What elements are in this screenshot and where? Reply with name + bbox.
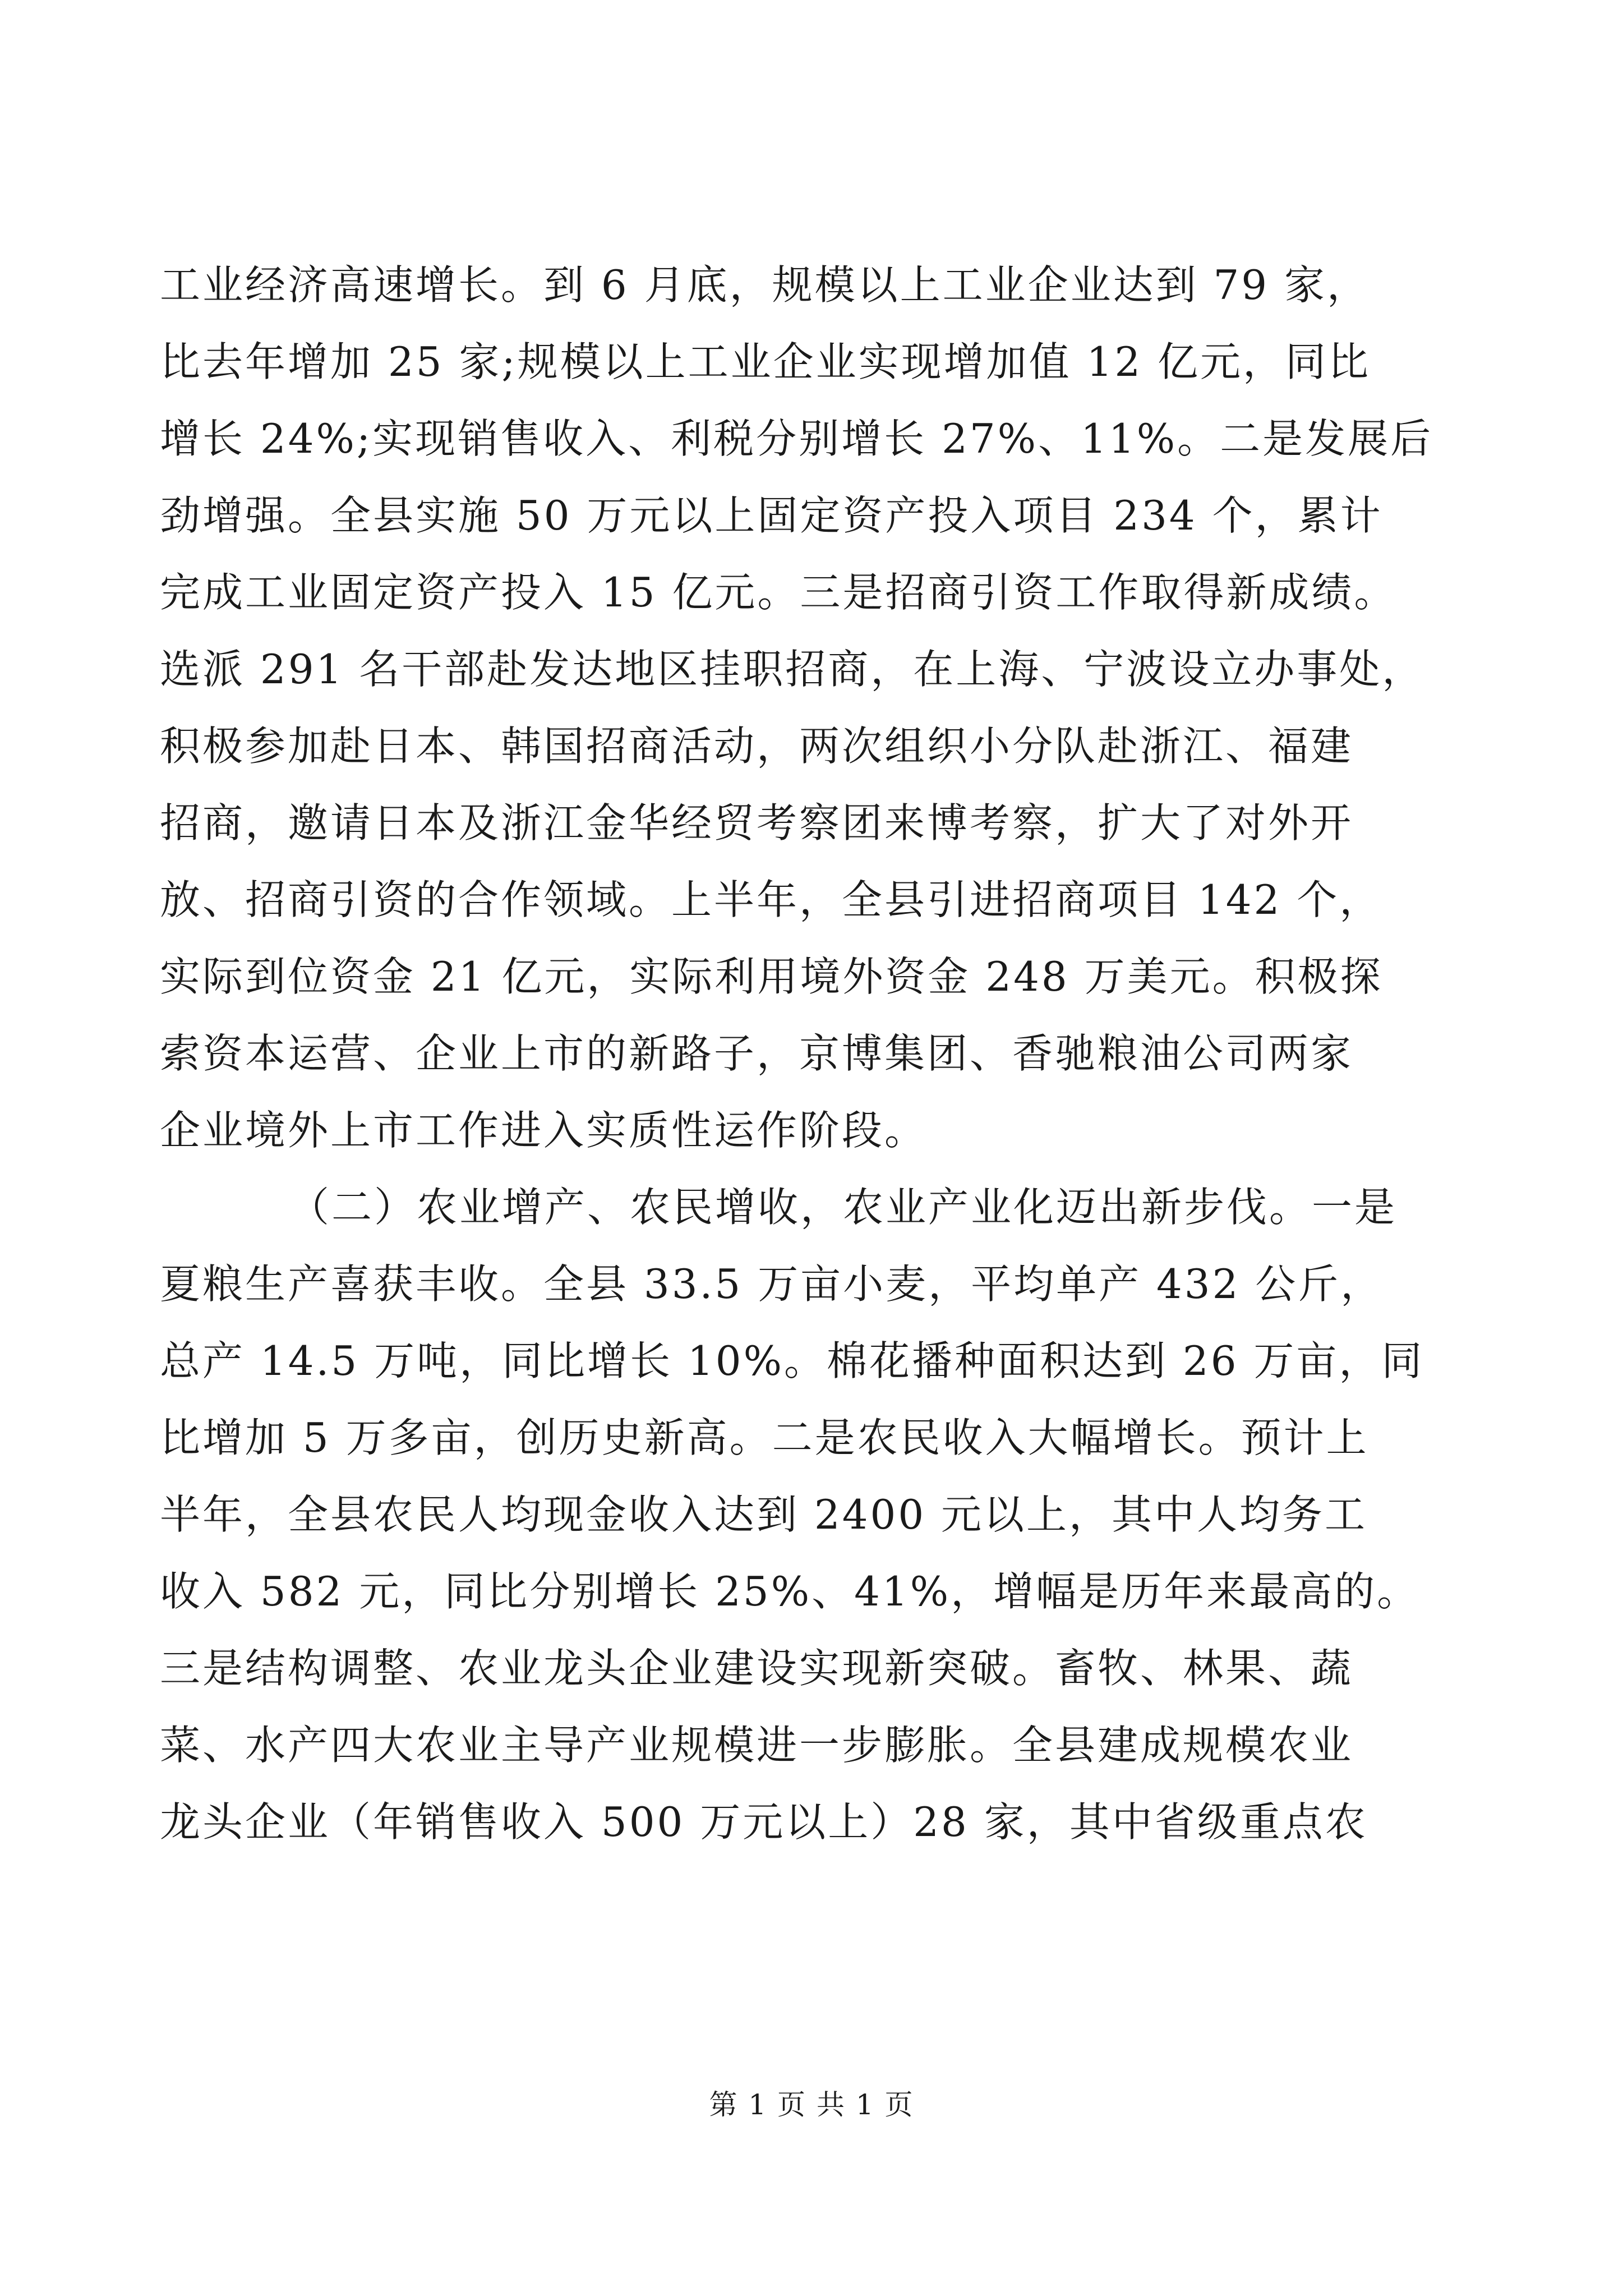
text-line: 比去年增加 25 家;规模以上工业企业实现增加值 12 亿元，同比 — [160, 338, 1371, 385]
text-line: 增长 24%;实现销售收入、利税分别增长 27%、11%。二是发展后 — [160, 415, 1433, 462]
text-line: 实际到位资金 21 亿元，实际利用境外资金 248 万美元。积极探 — [160, 953, 1383, 1000]
text-line: 收入 582 元，同比分别增长 25%、41%，增幅是历年来最高的。 — [160, 1568, 1420, 1615]
text-line: 龙头企业（年销售收入 500 万元以上）28 家，其中省级重点农 — [160, 1798, 1368, 1846]
text-line: 完成工业固定资产投入 15 亿元。三是招商引资工作取得新成绩。 — [160, 569, 1397, 616]
text-line: 索资本运营、企业上市的新路子，京博集团、香驰粮油公司两家 — [160, 1030, 1354, 1077]
text-line: 劲增强。全县实施 50 万元以上固定资产投入项目 234 个，累计 — [160, 492, 1383, 539]
text-line: 夏粮生产喜获丰收。全县 33.5 万亩小麦，平均单产 432 公斤， — [160, 1260, 1384, 1308]
text-line: 工业经济高速增长。到 6 月底，规模以上工业企业达到 79 家， — [160, 261, 1370, 309]
text-line: 选派 291 名干部赴发达地区挂职招商，在上海、宁波设立办事处， — [160, 646, 1425, 693]
page-number-label: 第 1 页 共 1 页 — [709, 2088, 914, 2121]
text-line: 菜、水产四大农业主导产业规模进一步膨胀。全县建成规模农业 — [160, 1722, 1354, 1769]
text-line: 放、招商引资的合作领域。上半年，全县引进招商项目 142 个， — [160, 876, 1382, 923]
text-line: 总产 14.5 万吨，同比增长 10%。棉花播种面积达到 26 万亩，同 — [160, 1337, 1424, 1384]
page-footer — [0, 2088, 1623, 2122]
text-line: 企业境外上市工作进入实质性运作阶段。 — [160, 1107, 928, 1154]
text-line: 三是结构调整、农业龙头企业建设实现新突破。畜牧、林果、蔬 — [160, 1645, 1354, 1692]
body-text — [160, 247, 1467, 1861]
paragraph-start-line: （二）农业增产、农民增收，农业产业化迈出新步伐。一是 — [289, 1184, 1398, 1231]
text-line: 招商，邀请日本及浙江金华经贸考察团来博考察，扩大了对外开 — [160, 799, 1354, 846]
text-line: 比增加 5 万多亩，创历史新高。二是农民收入大幅增长。预计上 — [160, 1414, 1369, 1461]
text-line: 半年，全县农民人均现金收入达到 2400 元以上，其中人均务工 — [160, 1491, 1368, 1538]
text-line: 积极参加赴日本、韩国招商活动，两次组织小分队赴浙江、福建 — [160, 723, 1354, 770]
